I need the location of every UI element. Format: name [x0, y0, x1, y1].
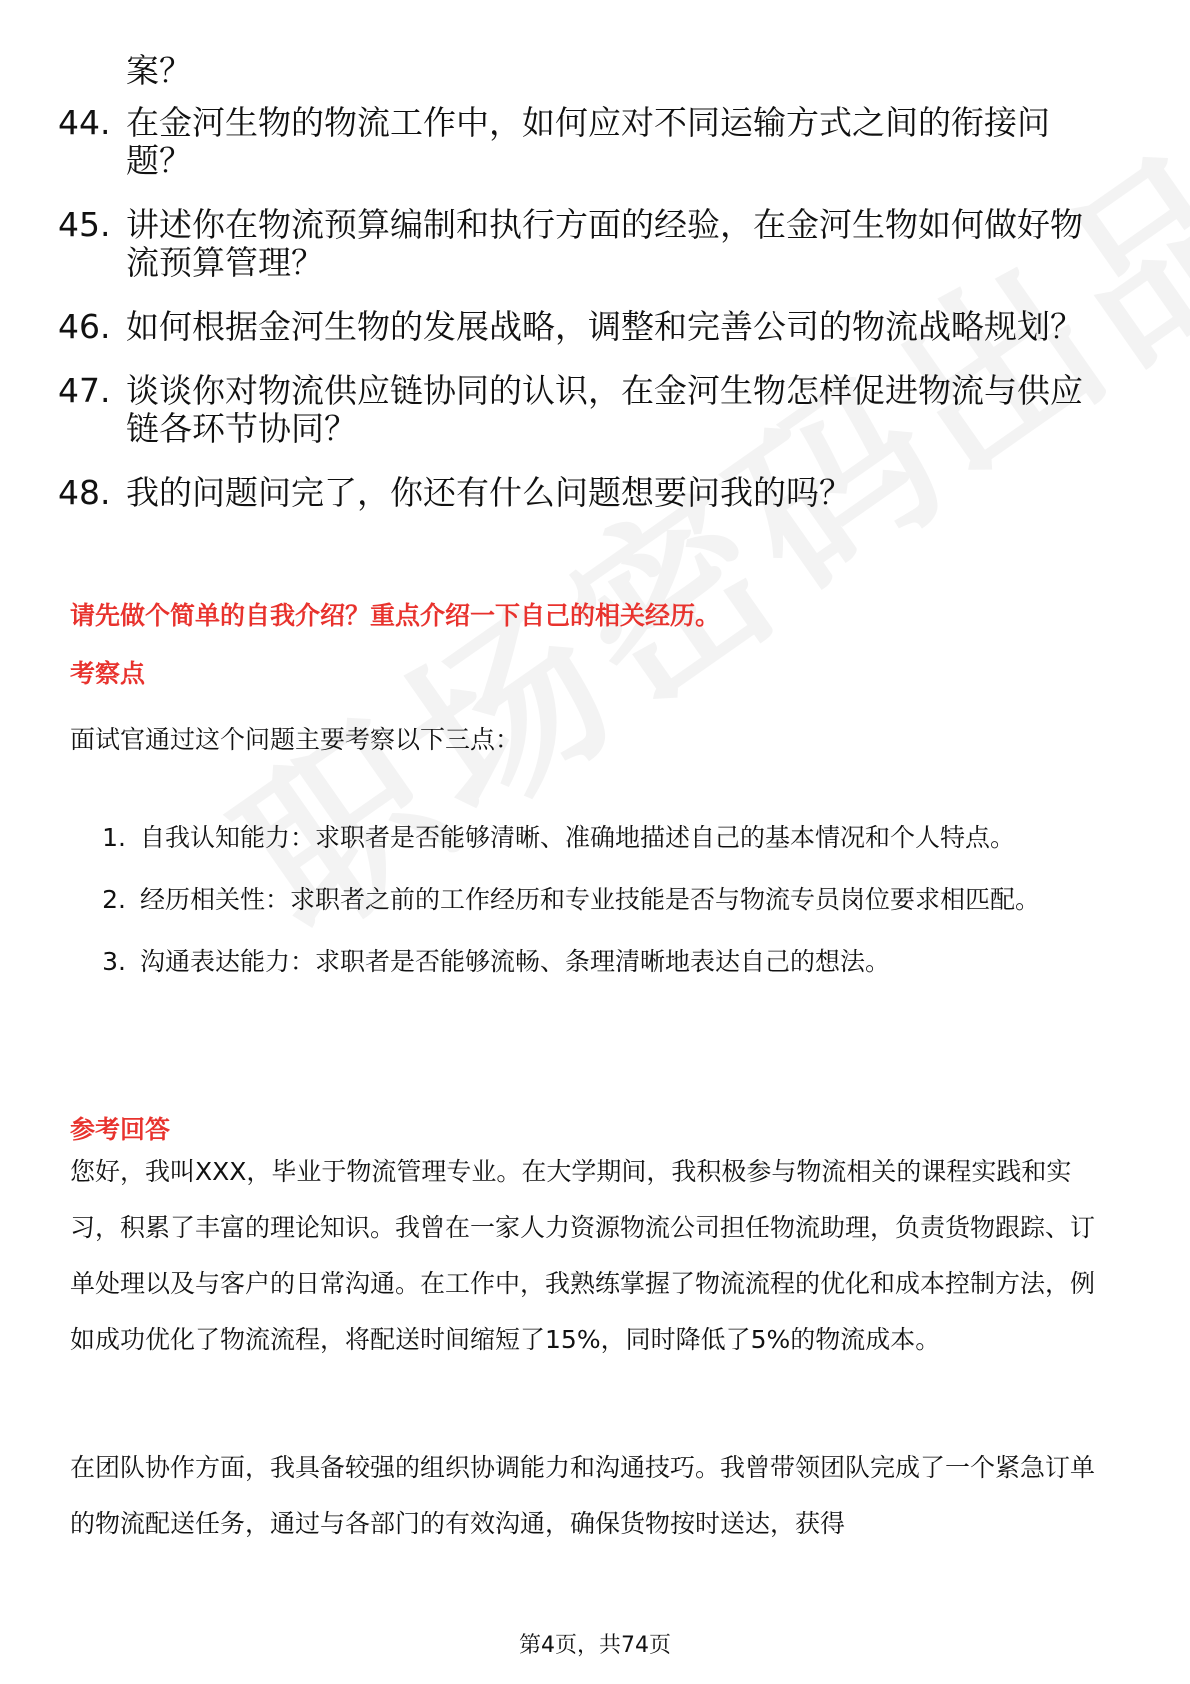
question-item — [58, 474, 1108, 512]
question-text: 在金河生物的物流工作中，如何应对不同运输方式之间的衔接问题？ — [126, 103, 1050, 180]
list-item — [70, 934, 1115, 990]
question-text: 谈谈你对物流供应链协同的认识，在金河生物怎样促进物流与供应链各环节协同？ — [126, 371, 1083, 448]
page-footer: 第4页，共74页 — [519, 1633, 671, 1658]
question-number: 44. — [58, 103, 111, 142]
question-text: 我的问题问完了，你还有什么问题想要问我的吗？ — [126, 473, 852, 512]
points-list — [70, 810, 1115, 996]
answer-paragraph: 您好，我叫XXX，毕业于物流管理专业。在大学期间，我积极参与物流相关的课程实践和实习，积累了丰富的理论知识。我曾在一家人力资源物流公司担任物流助理，负责货物跟踪、订单处理以及与客户的日常沟通。在工作中，我熟练掌握了物流流程的优化和成本控制方法，例如成功优化了物流流程，将配送时间缩短了15%，同时降低了5%的物流成本。 — [70, 1157, 1096, 1354]
list-item — [70, 810, 1115, 866]
list-text: 自我认知能力：求职者是否能够清晰、准确地描述自己的基本情况和个人特点。 — [140, 823, 1016, 852]
section-answer-title: 参考回答 — [70, 1115, 171, 1144]
question-number: 48. — [58, 473, 111, 512]
answer-paragraph: 在团队协作方面，我具备较强的组织协调能力和沟通技巧。我曾带领团队完成了一个紧急订单的物流配送任务，通过与各部门的有效沟通，确保货物按时送达，获得 — [70, 1453, 1096, 1538]
list-text: 沟通表达能力：求职者是否能够流畅、条理清晰地表达自己的想法。 — [140, 947, 891, 976]
question-title: 请先做个简单的自我介绍？重点介绍一下自己的相关经历。 — [70, 601, 721, 630]
question-item — [58, 206, 1108, 282]
question-number: 47. — [58, 371, 111, 410]
question-number: 46. — [58, 307, 111, 346]
list-text: 经历相关性：求职者之前的工作经历和专业技能是否与物流专员岗位要求相匹配。 — [140, 885, 1041, 914]
points-intro: 面试官通过这个问题主要考察以下三点： — [70, 725, 521, 754]
question-list — [58, 104, 1108, 538]
question-number: 45. — [58, 205, 111, 244]
question-item — [58, 104, 1108, 180]
question-item — [58, 308, 1108, 346]
list-number: 1. — [102, 823, 126, 852]
question-item — [58, 372, 1108, 448]
question-continuation: 案？ — [126, 51, 192, 90]
list-number: 2. — [102, 885, 126, 914]
list-item — [70, 872, 1115, 928]
section-points-title: 考察点 — [70, 659, 146, 688]
list-number: 3. — [102, 947, 126, 976]
question-text: 讲述你在物流预算编制和执行方面的经验，在金河生物如何做好物流预算管理？ — [126, 205, 1083, 282]
question-text: 如何根据金河生物的发展战略，调整和完善公司的物流战略规划？ — [126, 307, 1083, 346]
